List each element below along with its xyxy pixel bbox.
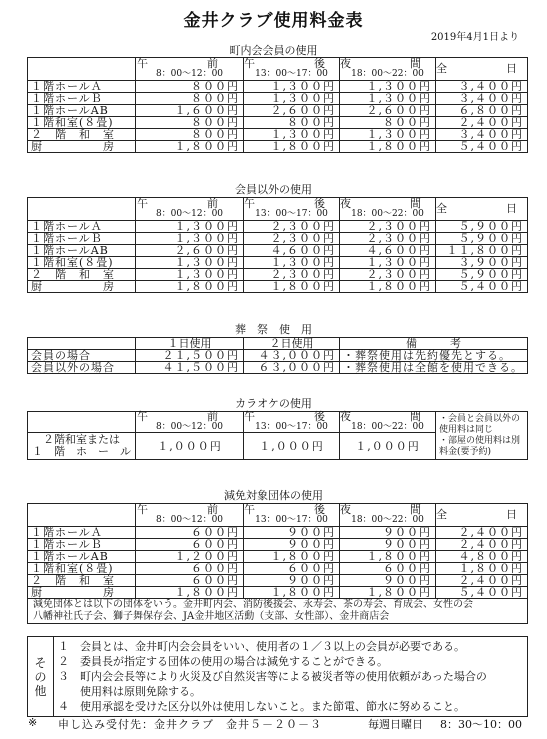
col-full-label: 全 日 bbox=[436, 508, 541, 521]
col-am-label: 午 前 bbox=[137, 57, 242, 70]
rate-am: ２,６００円 bbox=[136, 245, 244, 257]
exempt-groups-note: 減免団体とは以下の団体をいう。金井町内会、消防後援会、永寿会、茶の寿会、育成会、女性の会 八幡神社氏子会、獅子舞保存会、JA金井地区活動（支部、女性部）、金井商店会 bbox=[28, 599, 528, 624]
rate-pm: ２,６００円 bbox=[244, 105, 340, 117]
rate-row bbox=[28, 105, 528, 117]
table-corner bbox=[28, 198, 136, 221]
col-night-label: 夜 間 bbox=[340, 503, 445, 516]
rate-row bbox=[28, 245, 528, 257]
rate-row bbox=[28, 563, 528, 575]
karaoke-col-night: 夜 間 18：00～22：00 bbox=[340, 410, 445, 432]
room-name: １階ホールＢ bbox=[28, 539, 136, 551]
col-full-label: 全 日 bbox=[436, 202, 541, 215]
col-night-label: 夜 間 bbox=[340, 197, 445, 210]
col-pm-label: 午 後 bbox=[244, 57, 349, 70]
rate-full: １,８００円 bbox=[436, 563, 528, 575]
col-am-time: 8：00～12：00 bbox=[155, 69, 224, 79]
rate-am: １,８００円 bbox=[136, 141, 244, 153]
room-name: １階ホールＡ bbox=[28, 221, 136, 233]
funeral-col-day1: １日使用 bbox=[136, 338, 244, 350]
rate-am: １,３００円 bbox=[136, 257, 244, 269]
rate-full: ３,９００円 bbox=[436, 257, 528, 269]
funeral-note: ・葬祭使用は全館を使用できる。 bbox=[340, 362, 528, 374]
rate-night: ２,３００円 bbox=[340, 233, 436, 245]
rate-row bbox=[28, 539, 528, 551]
rate-pm: １,３００円 bbox=[244, 93, 340, 105]
table-corner bbox=[28, 504, 136, 527]
rate-full: ５,４００円 bbox=[436, 587, 528, 599]
rate-full: ６,８００円 bbox=[436, 105, 528, 117]
rate-row bbox=[28, 233, 528, 245]
rate-row bbox=[28, 551, 528, 563]
other-item: 使用料は原則免除する。 bbox=[80, 685, 201, 698]
col-am-label: 午 前 bbox=[137, 197, 242, 210]
rate-night: ６００円 bbox=[340, 563, 436, 575]
room-name: １階ホールＢ bbox=[28, 233, 136, 245]
rate-am: ６００円 bbox=[136, 527, 244, 539]
other-item: ４ 使用承認を受けた区分以外は使用しないこと。また節電、節水に努めること。 bbox=[58, 700, 465, 713]
rate-pm: １,３００円 bbox=[244, 81, 340, 93]
rate-am: ８００円 bbox=[136, 93, 244, 105]
rate-full: １１,８００円 bbox=[436, 245, 528, 257]
rate-am: １,３００円 bbox=[136, 269, 244, 281]
rate-pm: ２,３００円 bbox=[244, 221, 340, 233]
col-night-label: 夜 間 bbox=[340, 57, 445, 70]
col-am bbox=[136, 198, 244, 221]
other-label: そ の 他 bbox=[28, 637, 54, 717]
rate-pm: １,８００円 bbox=[244, 281, 340, 293]
funeral-corner bbox=[28, 338, 136, 350]
rate-am: １,３００円 bbox=[136, 221, 244, 233]
funeral-col-note: 備 考 bbox=[340, 338, 528, 350]
exempt-heading: 減免対象団体の使用 bbox=[224, 489, 323, 502]
rate-am: ８００円 bbox=[136, 129, 244, 141]
effective-date: 2019年4月1日より bbox=[430, 32, 519, 43]
rate-pm: １,３００円 bbox=[244, 129, 340, 141]
residents-table bbox=[27, 57, 541, 153]
rate-pm: ２,３００円 bbox=[244, 233, 340, 245]
rate-pm: ９００円 bbox=[244, 539, 340, 551]
room-name: 厨 房 bbox=[28, 587, 136, 599]
funeral-row-label: 会員以外の場合 bbox=[28, 362, 136, 374]
residents-body bbox=[28, 57, 541, 153]
rate-night: ２,６００円 bbox=[340, 105, 436, 117]
other-item: １ 会員とは、金井町内会会員をいい、使用者の１／３以上の会員が必要である。 bbox=[58, 640, 465, 653]
funeral-heading: 葬 祭 使 用 bbox=[235, 323, 312, 336]
non-members-table bbox=[27, 197, 541, 293]
rate-pm: ９００円 bbox=[244, 575, 340, 587]
exempt-table bbox=[27, 503, 541, 624]
other-item: ２ 委員長が指定する団体の使用の場合は減免することができる。 bbox=[58, 655, 388, 668]
rate-row bbox=[28, 221, 528, 233]
rate-pm: １,８００円 bbox=[244, 587, 340, 599]
funeral-day1-value: ４１,５００円 bbox=[136, 362, 244, 374]
non-members-body bbox=[28, 197, 541, 293]
rate-pm: １,８００円 bbox=[244, 141, 340, 153]
room-name: １階和室(８畳) bbox=[28, 257, 136, 269]
col-full bbox=[436, 504, 541, 527]
rate-row bbox=[28, 117, 528, 129]
karaoke-col-pm: 午 後 13：00～17：00 bbox=[244, 410, 349, 432]
karaoke-room: ２階和室または １ 階 ホ ー ル bbox=[28, 433, 136, 460]
karaoke-am-value: １,０００円 bbox=[136, 433, 244, 460]
col-am-label: 午 前 bbox=[137, 503, 242, 516]
rate-night: ９００円 bbox=[340, 575, 436, 587]
karaoke-col-am: 午 前 8：00～12：00 bbox=[137, 410, 242, 432]
rate-pm: ６００円 bbox=[244, 563, 340, 575]
other-items bbox=[54, 637, 528, 717]
funeral-col-day2: ２日使用 bbox=[244, 338, 340, 350]
room-name: １階ホールＢ bbox=[28, 93, 136, 105]
rate-am: ８００円 bbox=[136, 81, 244, 93]
rate-row bbox=[28, 257, 528, 269]
col-am bbox=[136, 58, 244, 81]
col-full-label: 全 日 bbox=[436, 62, 541, 75]
room-name: １階ホールＡ bbox=[28, 527, 136, 539]
rate-row bbox=[28, 129, 528, 141]
rate-night: １,８００円 bbox=[340, 551, 436, 563]
room-name: １階ホールAB bbox=[28, 245, 136, 257]
rate-night: １,３００円 bbox=[340, 257, 436, 269]
col-pm-label: 午 後 bbox=[244, 503, 349, 516]
col-night-time: 18：00～22：00 bbox=[351, 69, 424, 79]
col-pm bbox=[244, 503, 349, 527]
residents-heading: 町内会会員の使用 bbox=[229, 44, 318, 57]
funeral-table bbox=[27, 337, 528, 374]
rate-row bbox=[28, 527, 528, 539]
table-corner bbox=[28, 58, 136, 81]
room-name: １階ホールAB bbox=[28, 551, 136, 563]
rate-night: １,８００円 bbox=[340, 141, 436, 153]
rate-full: ４,８００円 bbox=[436, 551, 528, 563]
col-pm-time: 13：00～17：00 bbox=[255, 69, 328, 79]
footer-hours: 8：30～10：00 bbox=[440, 718, 522, 731]
rate-full: ５,９００円 bbox=[436, 221, 528, 233]
non-members-heading: 会員以外の使用 bbox=[235, 183, 312, 196]
room-name: 厨 房 bbox=[28, 281, 136, 293]
footer-contact: 申し込み受付先：金井クラブ 金井５－２０－３ bbox=[58, 718, 322, 731]
karaoke-heading: カラオケの使用 bbox=[235, 397, 312, 410]
karaoke-pm-value: １,０００円 bbox=[244, 433, 340, 460]
rate-night: １,３００円 bbox=[340, 129, 436, 141]
other-item: ３ 町内会会長等により火災及び自然災害等による被災者等の使用依頼があった場合の bbox=[58, 670, 487, 683]
funeral-note: ・葬祭使用は先約優先とする。 bbox=[340, 350, 528, 362]
rate-am: １,３００円 bbox=[136, 233, 244, 245]
rate-am: １,２００円 bbox=[136, 551, 244, 563]
rate-full: ５,９００円 bbox=[436, 233, 528, 245]
room-name: 厨 房 bbox=[28, 141, 136, 153]
karaoke-notes: ・会員と会員以外の使用料は同じ ・部屋の使用料は別料金(要予約) bbox=[436, 412, 528, 460]
rate-full: ２,４００円 bbox=[436, 539, 528, 551]
room-name: ２ 階 和 室 bbox=[28, 269, 136, 281]
rate-am: ６００円 bbox=[136, 575, 244, 587]
col-pm bbox=[244, 197, 349, 221]
col-night-time: 18：00～22：00 bbox=[351, 209, 424, 219]
rate-pm: ２,３００円 bbox=[244, 269, 340, 281]
room-name: １階ホールAB bbox=[28, 105, 136, 117]
col-night-time: 18：00～22：00 bbox=[351, 515, 424, 525]
funeral-row-label: 会員の場合 bbox=[28, 350, 136, 362]
rate-am: １,６００円 bbox=[136, 105, 244, 117]
col-night bbox=[340, 197, 445, 221]
col-am-time: 8：00～12：00 bbox=[155, 515, 224, 525]
rate-row bbox=[28, 93, 528, 105]
rate-full: ２,４００円 bbox=[436, 117, 528, 129]
rate-pm: ８００円 bbox=[244, 117, 340, 129]
room-name: ２ 階 和 室 bbox=[28, 129, 136, 141]
rate-full: ２,４００円 bbox=[436, 527, 528, 539]
rate-full: ３,４００円 bbox=[436, 93, 528, 105]
other-notes-table bbox=[27, 636, 528, 717]
rate-night: ２,３００円 bbox=[340, 221, 436, 233]
col-full bbox=[436, 198, 541, 221]
rate-row bbox=[28, 575, 528, 587]
rate-night: ９００円 bbox=[340, 539, 436, 551]
rate-pm: ９００円 bbox=[244, 527, 340, 539]
col-pm-label: 午 後 bbox=[244, 197, 349, 210]
col-pm-time: 13：00～17：00 bbox=[255, 209, 328, 219]
room-name: ２ 階 和 室 bbox=[28, 575, 136, 587]
rate-night: ９００円 bbox=[340, 527, 436, 539]
rate-night: １,８００円 bbox=[340, 587, 436, 599]
footer-hours-label: 毎週日曜日 bbox=[368, 718, 423, 731]
rate-row bbox=[28, 141, 528, 153]
rate-pm: １,３００円 bbox=[244, 257, 340, 269]
col-am bbox=[136, 504, 244, 527]
rate-full: ３,４００円 bbox=[436, 81, 528, 93]
rate-row bbox=[28, 587, 528, 599]
col-pm-time: 13：00～17：00 bbox=[255, 515, 328, 525]
funeral-day1-value: ２１,５００円 bbox=[136, 350, 244, 362]
rate-night: １,３００円 bbox=[340, 93, 436, 105]
page-title: 金井クラブ使用料金表 bbox=[183, 11, 364, 31]
rate-night: ２,３００円 bbox=[340, 269, 436, 281]
karaoke-table bbox=[27, 411, 528, 460]
rate-night: ４,６００円 bbox=[340, 245, 436, 257]
footer-mark: ※ bbox=[28, 716, 38, 729]
exempt-body bbox=[28, 503, 541, 599]
rate-am: ６００円 bbox=[136, 563, 244, 575]
room-name: １階和室(８畳) bbox=[28, 117, 136, 129]
karaoke-night-value: １,０００円 bbox=[340, 433, 436, 460]
col-night bbox=[340, 503, 445, 527]
rate-row bbox=[28, 269, 528, 281]
rate-pm: １,８００円 bbox=[244, 551, 340, 563]
rate-night: １,８００円 bbox=[340, 281, 436, 293]
rate-am: １,８００円 bbox=[136, 281, 244, 293]
rate-full: ５,４００円 bbox=[436, 281, 528, 293]
rate-full: ５,９００円 bbox=[436, 269, 528, 281]
rate-night: ８００円 bbox=[340, 117, 436, 129]
rate-full: ５,４００円 bbox=[436, 141, 528, 153]
rate-am: １,８００円 bbox=[136, 587, 244, 599]
rate-am: ８００円 bbox=[136, 117, 244, 129]
karaoke-corner bbox=[28, 412, 136, 433]
rate-night: １,３００円 bbox=[340, 81, 436, 93]
room-name: １階ホールＡ bbox=[28, 81, 136, 93]
col-pm bbox=[244, 57, 349, 81]
rate-row bbox=[28, 281, 528, 293]
rate-row bbox=[28, 81, 528, 93]
col-full bbox=[436, 58, 541, 81]
col-night bbox=[340, 57, 445, 81]
col-am-time: 8：00～12：00 bbox=[155, 209, 224, 219]
rate-pm: ４,６００円 bbox=[244, 245, 340, 257]
rate-full: ３,４００円 bbox=[436, 129, 528, 141]
rate-am: ６００円 bbox=[136, 539, 244, 551]
funeral-day2-value: ４３,０００円 bbox=[244, 350, 340, 362]
funeral-day2-value: ６３,０００円 bbox=[244, 362, 340, 374]
rate-full: ２,４００円 bbox=[436, 575, 528, 587]
room-name: １階和室(８畳) bbox=[28, 563, 136, 575]
